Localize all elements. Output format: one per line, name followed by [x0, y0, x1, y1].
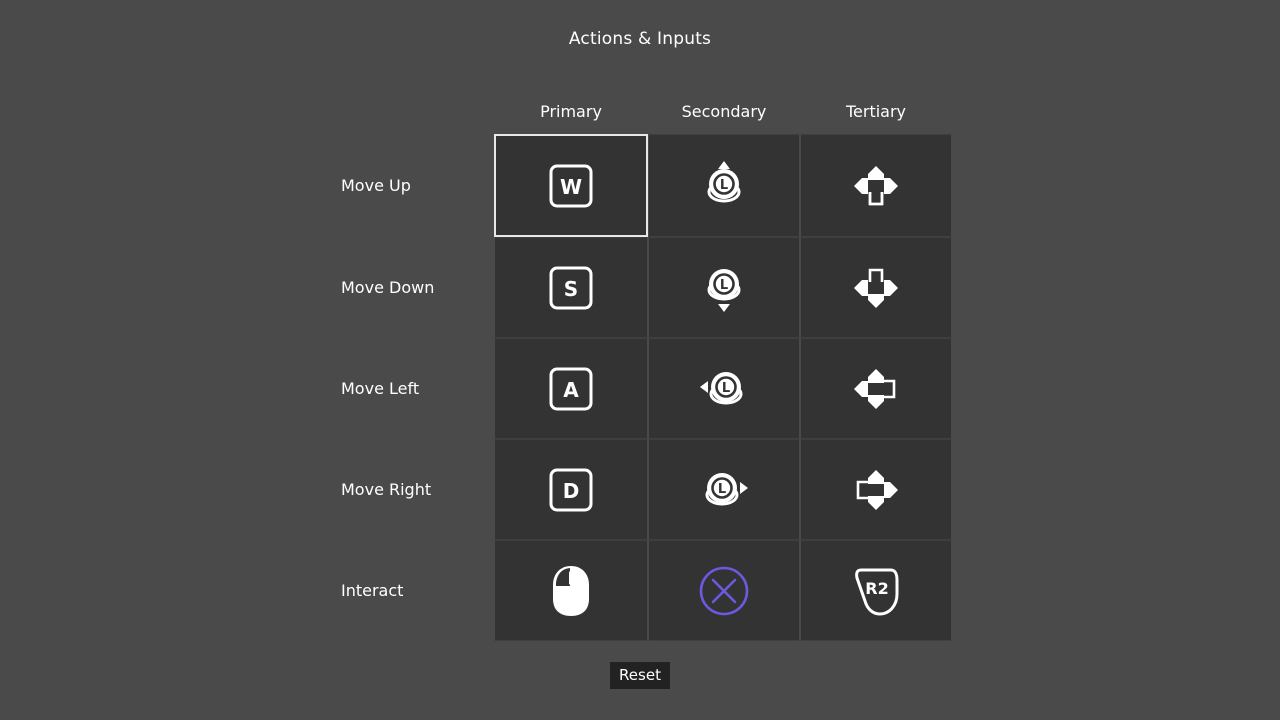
svg-text:L: L — [721, 380, 731, 396]
table-row — [340, 134, 952, 237]
svg-text:L: L — [719, 177, 729, 193]
svg-text:R2: R2 — [865, 578, 889, 598]
row-label-move-up: Move Up — [341, 176, 411, 195]
svg-text:L: L — [717, 481, 727, 497]
column-header-row — [340, 88, 952, 134]
row-label-move-left: Move Left — [341, 379, 420, 398]
key-d-icon — [496, 440, 646, 539]
trigger-r2-icon — [801, 541, 951, 640]
mouse-left-button-icon — [496, 541, 646, 640]
dpad-up-icon — [801, 136, 951, 235]
footer — [0, 662, 1280, 689]
binding-cell-move-left-tertiary[interactable] — [800, 338, 952, 439]
dpad-down-icon — [801, 238, 951, 337]
left-stick-right-icon — [649, 440, 799, 539]
svg-text:L: L — [719, 277, 729, 293]
column-header-tertiary: Tertiary — [845, 101, 907, 121]
binding-cell-move-down-tertiary[interactable] — [800, 237, 952, 338]
binding-cell-move-left-secondary[interactable] — [648, 338, 800, 439]
binding-cell-interact-tertiary[interactable] — [800, 540, 952, 641]
binding-cell-move-right-secondary[interactable] — [648, 439, 800, 540]
binding-cell-move-right-primary[interactable] — [494, 439, 648, 540]
table-row — [340, 439, 952, 540]
column-header-secondary: Secondary — [681, 101, 767, 121]
table-row — [340, 237, 952, 338]
binding-cell-move-right-tertiary[interactable] — [800, 439, 952, 540]
left-stick-left-icon — [649, 339, 799, 438]
bindings-grid — [340, 88, 952, 641]
binding-cell-interact-primary[interactable] — [494, 540, 648, 641]
key-s-icon — [496, 238, 646, 337]
svg-text:S: S — [563, 276, 579, 301]
bindings-table — [340, 88, 952, 641]
left-stick-up-icon — [649, 136, 799, 235]
left-stick-down-icon — [649, 238, 799, 337]
svg-text:D: D — [562, 478, 580, 503]
dpad-right-icon — [801, 440, 951, 539]
binding-cell-move-down-secondary[interactable] — [648, 237, 800, 338]
binding-cell-move-up-primary[interactable] — [494, 134, 648, 237]
key-w-icon — [496, 136, 646, 235]
playstation-cross-icon — [649, 541, 799, 640]
row-label-move-right: Move Right — [341, 480, 432, 499]
table-row — [340, 540, 952, 641]
binding-cell-move-up-tertiary[interactable] — [800, 134, 952, 237]
row-label-interact: Interact — [341, 581, 404, 600]
page-title: Actions & Inputs — [568, 29, 712, 49]
bindings-table-head — [340, 88, 952, 134]
reset-button[interactable]: Reset — [610, 662, 670, 689]
binding-cell-move-down-primary[interactable] — [494, 237, 648, 338]
binding-cell-move-left-primary[interactable] — [494, 338, 648, 439]
binding-cell-move-up-secondary[interactable] — [648, 134, 800, 237]
key-a-icon — [496, 339, 646, 438]
binding-cell-interact-secondary[interactable] — [648, 540, 800, 641]
column-header-primary: Primary — [540, 101, 602, 121]
table-row — [340, 338, 952, 439]
svg-text:W: W — [559, 174, 583, 199]
svg-text:A: A — [563, 377, 579, 402]
row-label-move-down: Move Down — [341, 278, 435, 297]
corner-spacer — [340, 88, 494, 134]
dpad-left-icon — [801, 339, 951, 438]
bindings-table-body — [340, 134, 952, 641]
